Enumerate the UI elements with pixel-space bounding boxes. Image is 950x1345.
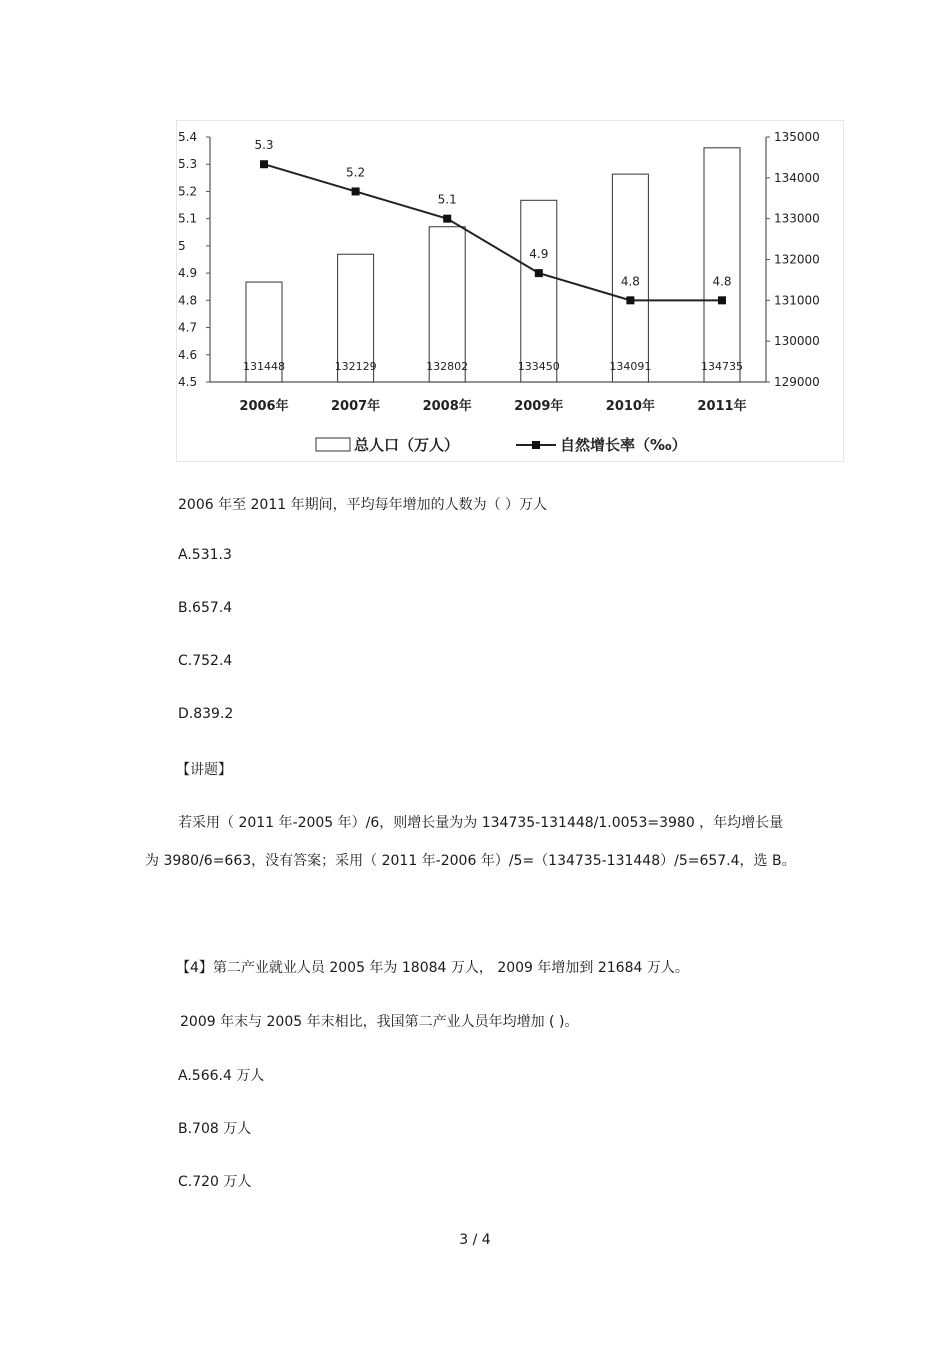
left-axis-tick-label: 4.6 (178, 347, 198, 362)
line-data-label: 5.3 (254, 138, 274, 153)
legend-line-marker (532, 441, 540, 449)
line-point-growth-rate (626, 296, 634, 304)
bar-data-label: 131448 (243, 360, 285, 373)
line-point-growth-rate (535, 269, 543, 277)
line-point-growth-rate (443, 215, 451, 223)
right-axis-tick-label: 131000 (774, 293, 820, 308)
left-axis-tick-label: 5 (178, 238, 186, 253)
left-axis-tick-label: 5.4 (178, 130, 198, 144)
legend-line-label: 自然增长率（‰） (560, 436, 687, 454)
explanation-line-2: 为 3980/6=663，没有答案；采用（ 2011 年-2006 年）/5=（134735-131448）/5=657.4，选 B。 (145, 853, 796, 869)
bar-total-population (521, 200, 557, 382)
left-axis-tick-label: 5.1 (178, 211, 198, 226)
x-axis-tick-label: 2006年 (239, 399, 289, 414)
legend-bar-swatch (316, 438, 350, 451)
question1-option-a: A.531.3 (178, 547, 232, 563)
left-axis-tick-label: 4.7 (178, 320, 198, 335)
explanation-line-1: 若采用（ 2011 年-2005 年）/6，则增长量为为 134735-131448/1.0053=3980 ，年均增长量 (178, 815, 784, 831)
right-axis-tick-label: 133000 (774, 211, 820, 226)
x-axis-tick-label: 2008年 (422, 399, 472, 414)
chart-canvas (176, 120, 844, 462)
question4-option-a: A.566.4 万人 (178, 1068, 265, 1084)
question4-option-b: B.708 万人 (178, 1121, 252, 1137)
bar-data-label: 132129 (334, 360, 377, 373)
explanation-heading: 【讲题】 (176, 762, 232, 778)
x-axis-tick-label: 2007年 (331, 399, 381, 414)
left-axis-tick-label: 5.3 (178, 157, 198, 172)
line-data-label: 5.2 (346, 165, 366, 180)
question1-option-b: B.657.4 (178, 600, 233, 616)
page-number: 3 / 4 (459, 1232, 491, 1248)
question1-text: 2006 年至 2011 年期间，平均每年增加的人数为（ ）万人 (178, 497, 548, 513)
question4-intro: 【4】第二产业就业人员 2005 年为 18084 万人， 2009 年增加到 21684 万人。 (176, 960, 689, 976)
bar-total-population (429, 227, 465, 382)
right-axis-tick-label: 134000 (774, 170, 820, 185)
bar-total-population (704, 148, 740, 382)
population-chart (176, 120, 844, 462)
right-axis-tick-label: 135000 (774, 130, 820, 144)
x-axis-tick-label: 2010年 (605, 399, 655, 414)
x-axis-tick-label: 2011年 (697, 399, 747, 414)
x-axis-tick-label: 2009年 (514, 399, 564, 414)
line-data-label: 4.9 (529, 247, 549, 262)
bar-data-label: 134735 (701, 360, 743, 373)
question1-option-d: D.839.2 (178, 706, 234, 722)
legend-bar-label: 总人口（万人） (354, 436, 460, 454)
question4-text: 2009 年末与 2005 年末相比，我国第二产业人员年均增加 ( )。 (180, 1014, 579, 1030)
line-point-growth-rate (352, 187, 360, 195)
left-axis-tick-label: 5.2 (178, 184, 198, 199)
left-axis-tick-label: 4.9 (178, 266, 198, 281)
line-point-growth-rate (718, 296, 726, 304)
line-data-label: 4.8 (620, 274, 640, 289)
left-axis-tick-label: 4.8 (178, 293, 198, 308)
bar-data-label: 133450 (517, 360, 560, 373)
line-data-label: 5.1 (437, 192, 457, 207)
right-axis-tick-label: 129000 (774, 375, 820, 389)
right-axis-tick-label: 132000 (774, 252, 820, 267)
left-axis-tick-label: 4.5 (178, 375, 198, 389)
question4-option-c: C.720 万人 (178, 1174, 252, 1190)
right-axis-tick-label: 130000 (774, 334, 820, 349)
line-point-growth-rate (260, 160, 268, 168)
bar-data-label: 132802 (426, 360, 469, 373)
question1-option-c: C.752.4 (178, 653, 233, 669)
line-data-label: 4.8 (712, 274, 732, 289)
bar-data-label: 134091 (609, 360, 652, 373)
